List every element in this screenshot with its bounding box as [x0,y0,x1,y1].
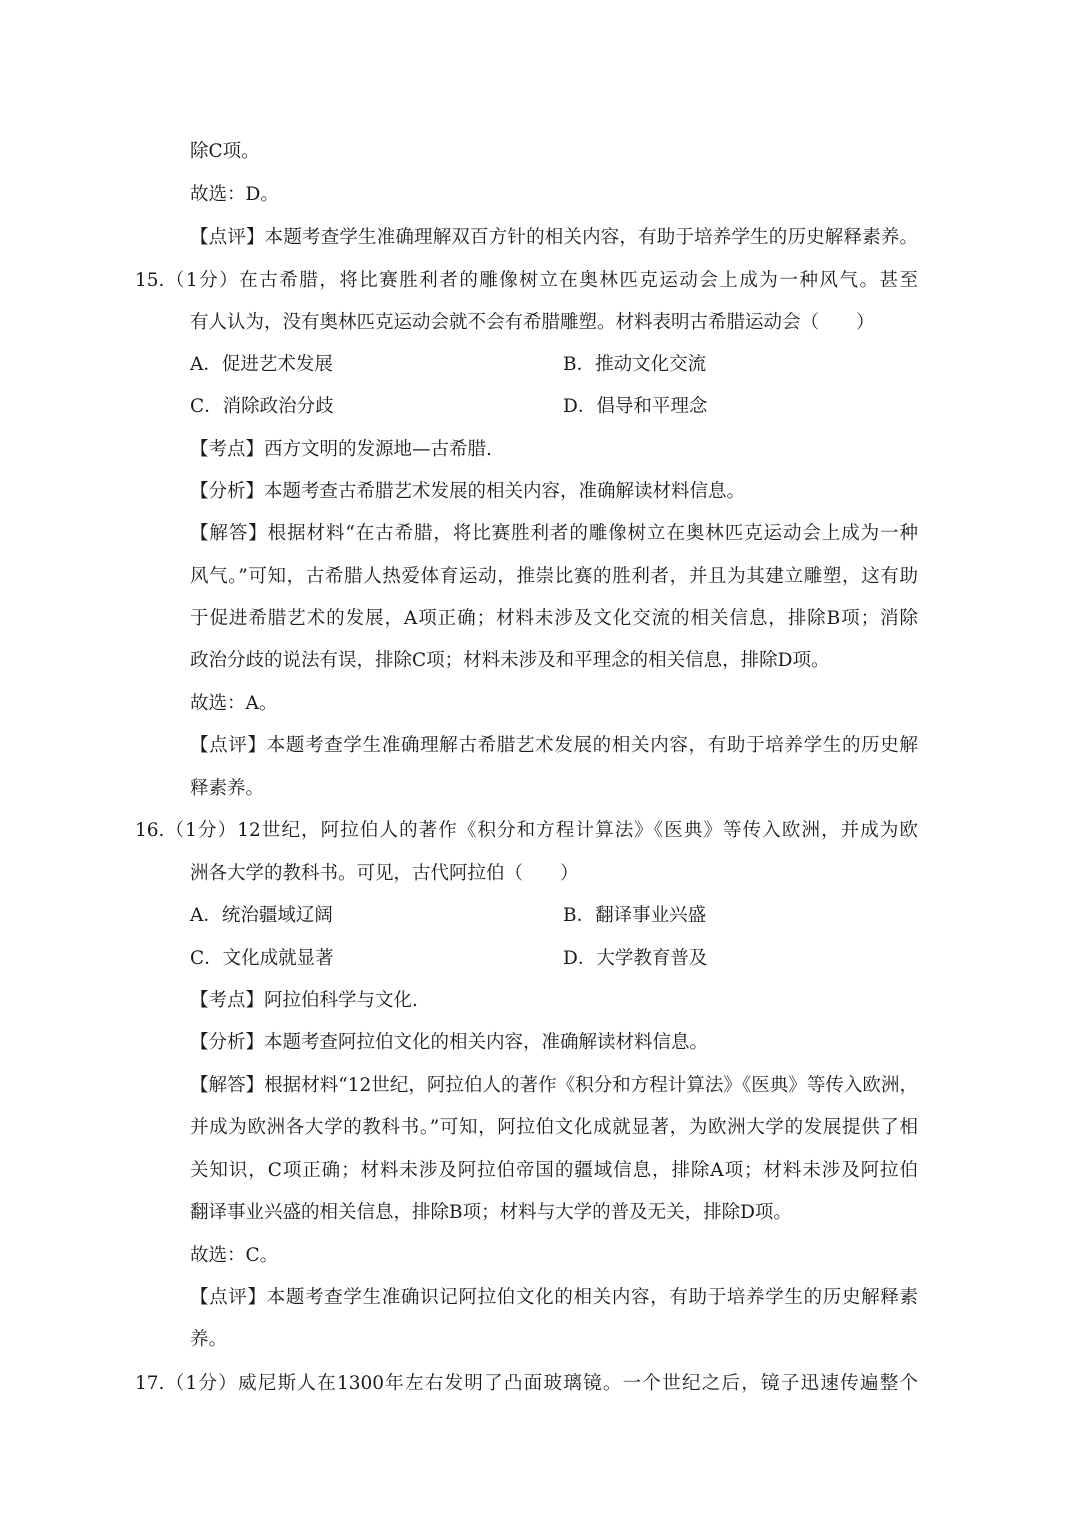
option-a: A．统治疆域辽阔 [190,905,333,926]
comment-line: 【点评】本题考查学生准确理解古希腊艺术发展的相关内容，有助于培养学生的历史解 [190,735,918,756]
option-d: D．大学教育普及 [563,948,708,969]
analysis-line: 【解答】根据材料“在古希腊，将比赛胜利者的雕像树立在奥林匹克运动会上成为一种 [190,523,918,544]
answer-line: 故选：C。 [190,1245,279,1266]
question-stem: 17.（1分）威尼斯人在1300年左右发明了凸面玻璃镜。一个世纪之后，镜子迅速传遍整个 [135,1373,918,1394]
analysis-line: 【考点】阿拉伯科学与文化. [190,990,418,1011]
answer-line: 故选：A。 [190,693,278,714]
comment-line: 释素养。 [190,778,265,799]
analysis-line: 风气。”可知，古希腊人热爱体育运动，推崇比赛的胜利者，并且为其建立雕塑，这有助 [190,566,918,587]
question-stem: 15.（1分）在古希腊，将比赛胜利者的雕像树立在奥林匹克运动会上成为一种风气。甚至 [135,270,918,291]
analysis-line: 【分析】本题考查古希腊艺术发展的相关内容，准确解读材料信息。 [190,481,746,502]
comment-line: 养。 [190,1329,228,1350]
answer-line: 故选：D。 [190,184,279,205]
analysis-line: 关知识，C项正确；材料未涉及阿拉伯帝国的疆域信息，排除A项；材料未涉及阿拉伯 [190,1160,918,1181]
analysis-line: 于促进希腊艺术的发展，A项正确；材料未涉及文化交流的相关信息，排除B项；消除 [190,608,918,629]
analysis-line: 并成为欧洲各大学的教科书。”可知，阿拉伯文化成就显著，为欧洲大学的发展提供了相 [190,1117,918,1138]
analysis-line: 【考点】西方文明的发源地—古希腊. [190,439,492,460]
analysis-line: 【分析】本题考查阿拉伯文化的相关内容，准确解读材料信息。 [190,1032,709,1053]
analysis-line: 翻译事业兴盛的相关信息，排除B项；材料与大学的普及无关，排除D项。 [190,1202,792,1223]
comment-line: 【点评】本题考查学生准确识记阿拉伯文化的相关内容，有助于培养学生的历史解释素 [190,1287,918,1308]
question-stem: 有人认为，没有奥林匹克运动会就不会有希腊雕塑。材料表明古希腊运动会（ ） [190,312,875,333]
question-stem: 洲各大学的教科书。可见，古代阿拉伯（ ） [190,863,579,884]
analysis-line: 政治分歧的说法有误，排除C项；材料未涉及和平理念的相关信息，排除D项。 [190,650,830,671]
comment-line: 【点评】本题考查学生准确理解双百方针的相关内容，有助于培养学生的历史解释素养。 [190,227,918,248]
option-d: D．倡导和平理念 [563,396,708,417]
option-c: C．消除政治分歧 [190,396,334,417]
option-c: C．文化成就显著 [190,948,334,969]
analysis-line: 【解答】根据材料“12世纪，阿拉伯人的著作《积分和方程计算法》《医典》等传入欧洲， [190,1075,918,1096]
question-stem: 16.（1分）12世纪，阿拉伯人的著作《积分和方程计算法》《医典》等传入欧洲，并成为欧 [135,820,918,841]
text-line: 除C项。 [190,141,260,162]
option-a: A．促进艺术发展 [190,354,333,375]
option-b: B．翻译事业兴盛 [563,905,707,926]
option-b: B．推动文化交流 [563,354,707,375]
